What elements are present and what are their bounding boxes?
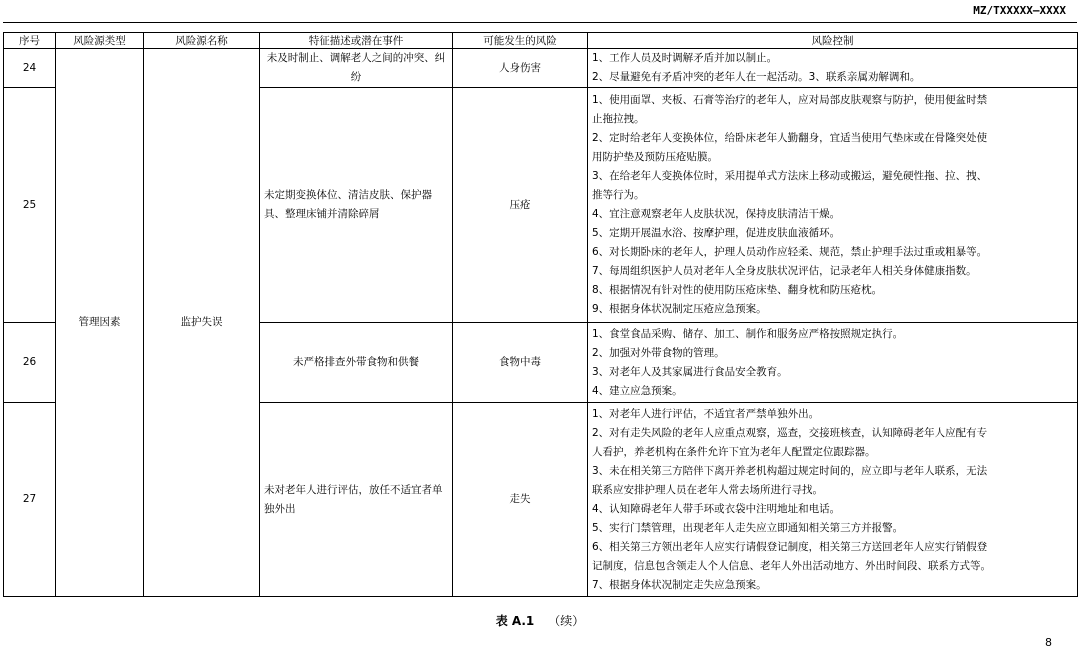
description-cell: 未严格排查外带食物和供餐 (260, 323, 453, 403)
control-line: 4、宜注意观察老年人皮肤状况，保持皮肤清洁干燥。 (592, 208, 841, 220)
control-line: 1、对老年人进行评估，不适宜者严禁单独外出。 (592, 407, 820, 420)
control-line: 7、每周组织医护人员对老年人全身皮肤状况评估，记录老年人相关身体健康指数。 (592, 265, 977, 277)
risk-cell: 人身伤害 (453, 49, 588, 88)
control-line: 推等行为。 (592, 189, 645, 201)
risk-cell: 食物中毒 (453, 323, 588, 403)
col-header-risk: 可能发生的风险 (453, 33, 588, 49)
col-header-source-type: 风险源类型 (56, 33, 144, 49)
control-line: 6、相关第三方领出老年人应实行请假登记制度，相关第三方送回老年人应实行销假登 (592, 540, 988, 553)
control-line: 9、根据身体状况制定压疮应急预案。 (592, 303, 767, 315)
control-line: 2、加强对外带食物的管理。 (592, 346, 725, 359)
page-number: 8 (1045, 636, 1052, 649)
control-line: 止拖拉拽。 (592, 113, 645, 125)
risk-cell: 压疮 (453, 88, 588, 323)
control-line: 联系应安排护理人员在老年人常去场所进行寻找。 (592, 483, 823, 496)
description-cell: 未及时制止、调解老人之间的冲突、纠纷 (260, 49, 453, 88)
col-header-description: 特征描述或潜在事件 (260, 33, 453, 49)
caption-continued: （续） (548, 614, 585, 628)
source-name-cell: 监护失误 (144, 49, 260, 597)
control-line: 3、未在相关第三方陪伴下离开养老机构超过规定时间的，应立即与老年人联系，无法 (592, 464, 988, 477)
control-cell (588, 88, 1078, 323)
standard-code: MZ/TXXXXX—XXXX (973, 4, 1066, 17)
control-line: 4、认知障碍老年人带手环或衣袋中注明地址和电话。 (592, 502, 841, 515)
control-line: 人看护，养老机构在条件允许下宜为老年人配置定位跟踪器。 (592, 445, 876, 458)
control-line: 5、定期开展温水浴、按摩护理，促进皮肤血液循环。 (592, 227, 841, 239)
control-line: 1、工作人员及时调解矛盾并加以制止。 (592, 52, 778, 64)
control-line: 记制度，信息包含领走人个人信息、老年人外出活动地方、外出时间段、联系方式等。 (592, 559, 991, 572)
control-line: 用防护垫及预防压疮贴膜。 (592, 151, 718, 163)
row-number: 25 (4, 88, 56, 323)
control-line: 1、食堂食品采购、储存、加工、制作和服务应严格按照规定执行。 (592, 327, 904, 340)
risk-table (3, 32, 1078, 597)
control-line: 6、对长期卧床的老年人，护理人员动作应轻柔、规范，禁止护理手法过重或粗暴等。 (592, 246, 988, 258)
table-caption (0, 612, 1080, 629)
control-line: 4、建立应急预案。 (592, 384, 683, 397)
col-header-no: 序号 (4, 33, 56, 49)
source-type-cell: 管理因素 (56, 49, 144, 597)
risk-cell: 走失 (453, 403, 588, 597)
control-line: 7、根据身体状况制定走失应急预案。 (592, 578, 767, 591)
control-line: 2、定时给老年人变换体位，给卧床老年人勤翻身，宜适当使用气垫床或在骨隆突处使 (592, 132, 988, 144)
control-cell (588, 49, 1078, 88)
row-number: 24 (4, 49, 56, 88)
control-line: 8、根据情况有针对性的使用防压疮床垫、翻身枕和防压疮枕。 (592, 284, 883, 296)
control-cell (588, 403, 1078, 597)
table-header-row (4, 33, 1078, 49)
header-rule (3, 22, 1077, 23)
control-cell (588, 323, 1078, 403)
col-header-control: 风险控制 (588, 33, 1078, 49)
col-header-source-name: 风险源名称 (144, 33, 260, 49)
control-line: 3、在给老年人变换体位时，采用提单式方法床上移动或搬运，避免硬性拖、拉、拽、 (592, 170, 988, 182)
control-line: 3、对老年人及其家属进行食品安全教育。 (592, 365, 788, 378)
control-line: 2、对有走失风险的老年人应重点观察，巡查，交接班核查，认知障碍老年人应配有专 (592, 426, 988, 439)
description-cell: 未定期变换体位、清洁皮肤、保护器具、整理床铺并清除碎屑 (260, 88, 453, 323)
description-cell: 未对老年人进行评估，放任不适宜者单独外出 (260, 403, 453, 597)
caption-label: 表 A.1 (495, 614, 535, 628)
control-line: 2、尽量避免有矛盾冲突的老年人在一起活动。3、联系亲属劝解调和。 (592, 71, 921, 83)
row-number: 27 (4, 403, 56, 597)
control-line: 5、实行门禁管理，出现老年人走失应立即通知相关第三方并报警。 (592, 521, 904, 534)
control-line: 1、使用面罩、夹板、石膏等治疗的老年人，应对局部皮肤观察与防护，使用便盆时禁 (592, 94, 988, 106)
table-row (4, 49, 1078, 88)
row-number: 26 (4, 323, 56, 403)
